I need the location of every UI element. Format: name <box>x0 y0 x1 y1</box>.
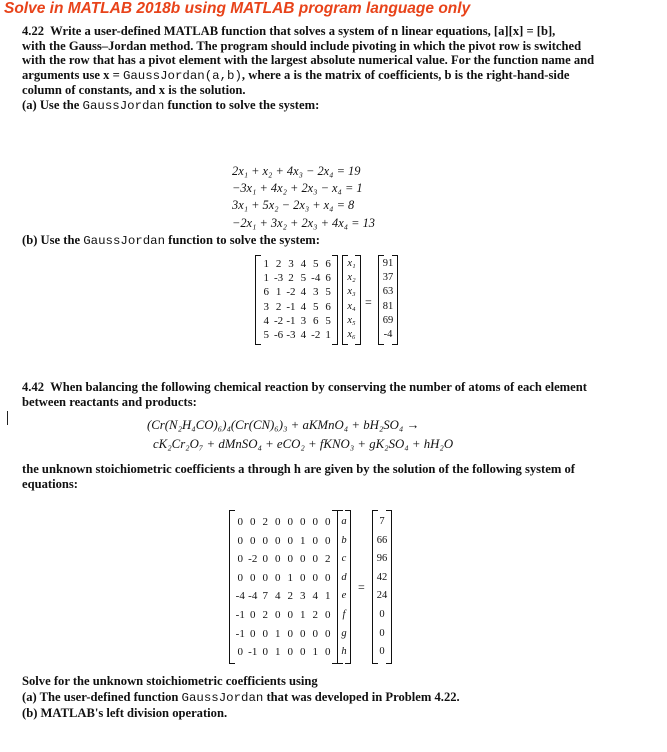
matrix-cell: 0 <box>275 534 281 547</box>
vector-cell: 81 <box>382 300 394 312</box>
vector-cell: 96 <box>376 553 388 565</box>
equals-sign: = <box>358 580 365 594</box>
matrix-cell: -4 <box>235 590 245 603</box>
matrix-cell: 4 <box>300 286 307 299</box>
function-name: GaussJordan <box>181 690 264 705</box>
matrix-cell: 4 <box>263 314 269 327</box>
matrix-cell: 0 <box>262 646 268 659</box>
matrix-cell: 3 <box>300 314 307 327</box>
matrix-cell: 1 <box>275 646 281 659</box>
matrix-cell: 4 <box>275 590 281 603</box>
matrix-cell: 2 <box>275 300 282 313</box>
matrix-cell: 0 <box>300 627 306 640</box>
vector-cell: 63 <box>382 286 394 298</box>
vector-cell: f <box>342 608 346 620</box>
matrix-cell: 6 <box>263 286 269 299</box>
matrix-cell: 0 <box>325 627 331 640</box>
vector-cell: h <box>341 646 347 658</box>
vector-cell: 37 <box>382 272 394 284</box>
matrix-cell: -1 <box>235 608 245 621</box>
equation: 2x₁ + x₂ + 4x₃ − 2x₄ = 19 <box>232 164 361 178</box>
vector-cell: x₄ <box>347 300 356 312</box>
function-name: GaussJordan <box>83 234 166 248</box>
matrix-row <box>260 314 335 328</box>
vector-cell: 91 <box>382 258 394 269</box>
matrix-cell: 0 <box>287 646 293 659</box>
matrix-cell: 5 <box>325 286 331 299</box>
vector-cell: 0 <box>379 627 385 639</box>
matrix-row <box>234 625 335 644</box>
line: arguments use x = <box>22 67 123 82</box>
coefficient-matrix-c <box>229 510 338 664</box>
matrix-cell: -2 <box>311 329 321 342</box>
function-name: GaussJordan(a,b) <box>122 68 242 83</box>
matrix-cell: -2 <box>274 314 284 327</box>
vector-cell: x₂ <box>347 272 356 284</box>
vector-cell: 69 <box>382 314 394 326</box>
vector-cell: e <box>341 590 347 602</box>
problem-4-42-text <box>22 380 587 409</box>
matrix-cell: 3 <box>300 590 306 603</box>
matrix-cell: 0 <box>262 627 268 640</box>
matrix-cell: 0 <box>237 534 243 547</box>
vector-cell: x₆ <box>347 329 356 341</box>
problem-number: 4.22 <box>22 24 45 38</box>
line: Write a user-defined MATLAB function that solves a system of n linear equations, [a][x] = [b], <box>50 24 556 38</box>
matrix-cell: 0 <box>287 553 293 566</box>
vector-cell: x₃ <box>347 286 356 298</box>
matrix-cell: 1 <box>300 608 306 621</box>
matrix-cell: 1 <box>263 258 269 270</box>
line: between reactants and products: <box>22 394 197 409</box>
vector-cell: -4 <box>383 329 393 341</box>
function-name: GaussJordan <box>82 98 165 113</box>
matrix-cell: 0 <box>250 571 256 584</box>
matrix-cell: 1 <box>275 286 282 299</box>
matrix-cell: 0 <box>250 516 256 528</box>
matrix-cell: 4 <box>300 258 307 270</box>
matrix-cell: 0 <box>325 646 331 659</box>
matrix-cell: -2 <box>248 553 258 566</box>
matrix-cell: 0 <box>237 646 243 659</box>
line: with the Gauss–Jordan method. The program should include pivoting in which the pivot row is switched <box>22 38 582 53</box>
matrix-row <box>260 271 335 285</box>
vector-cell: 66 <box>376 534 388 546</box>
matrix-row <box>260 257 335 271</box>
matrix-cell: 0 <box>275 608 281 621</box>
matrix-cell: 1 <box>325 590 331 603</box>
problem-number: 4.42 <box>22 380 45 394</box>
matrix-cell: 6 <box>325 258 331 270</box>
matrix-cell: 0 <box>300 553 306 566</box>
matrix-cell: 0 <box>275 571 281 584</box>
matrix-cell: 0 <box>262 571 268 584</box>
equation: 3x₁ + 5x₂ − 2x₃ + x₄ = 8 <box>232 198 355 213</box>
matrix-cell: 3 <box>313 286 319 299</box>
line: When balancing the following chemical reaction by conserving the number of atoms of each element <box>50 380 587 394</box>
matrix-cell: 6 <box>325 272 331 285</box>
equation: −2x₁ + 3x₂ + 2x₃ + 4x₄ = 13 <box>232 215 375 230</box>
matrix-cell: 2 <box>312 608 318 621</box>
matrix-cell: 1 <box>312 646 318 659</box>
matrix-cell: 3 <box>288 258 294 270</box>
matrix-cell: 3 <box>263 300 269 313</box>
vector-cell: b <box>341 534 347 546</box>
matrix-cell: -3 <box>274 272 284 285</box>
matrix-cell: 1 <box>263 272 269 285</box>
matrix-cell: 6 <box>313 314 319 327</box>
matrix-cell: 0 <box>312 627 318 640</box>
matrix-cell: 0 <box>262 553 268 566</box>
line: the unknown stoichiometric coefficients a through h are given by the solution of the following system of <box>22 462 575 476</box>
matrix-row <box>260 300 335 314</box>
matrix-cell: 2 <box>262 516 268 528</box>
matrix-cell: -3 <box>286 329 296 342</box>
vector-cell: a <box>341 516 347 527</box>
instruction-banner: Solve in MATLAB 2018b using MATLAB program language only <box>4 0 471 17</box>
matrix-cell: 0 <box>325 571 331 584</box>
line: Solve for the unknown stoichiometric coefficients using <box>22 674 318 688</box>
matrix-cell: 0 <box>312 571 318 584</box>
matrix-cell: 0 <box>237 571 243 584</box>
matrix-cell: 1 <box>300 534 306 547</box>
matrix-cell: 0 <box>300 646 306 659</box>
line: column of constants, and x is the solution. <box>22 83 246 97</box>
vector-cell: 7 <box>379 516 385 527</box>
matrix-cell: 0 <box>237 553 243 566</box>
matrix-cell: 0 <box>300 516 306 528</box>
matrix-cell: -2 <box>286 286 296 299</box>
matrix-cell: 2 <box>262 608 268 621</box>
matrix-cell: -4 <box>248 590 258 603</box>
vector-cell: x₁ <box>347 258 356 269</box>
matrix-cell: 1 <box>325 329 331 342</box>
matrix-row <box>234 513 335 532</box>
matrix-cell: 2 <box>275 258 282 270</box>
line: with the row that has a pivot element with the largest absolute numerical value. For the function name and <box>22 53 595 67</box>
unknowns-vector-c <box>337 510 351 664</box>
matrix-cell: 4 <box>312 590 318 603</box>
vector-cell: d <box>341 571 347 583</box>
matrix-cell: 0 <box>325 608 331 621</box>
matrix-cell: 6 <box>325 300 331 313</box>
matrix-cell: -1 <box>248 646 258 659</box>
matrix-cell: 0 <box>287 627 293 640</box>
problem-4-22-text <box>22 24 594 113</box>
matrix-cell: -4 <box>311 272 321 285</box>
vector-cell: x₅ <box>347 314 356 326</box>
matrix-row <box>260 328 335 342</box>
matrix-cell: 0 <box>312 516 318 528</box>
matrix-cell: 5 <box>263 329 269 342</box>
rhs-vector-c <box>372 510 392 664</box>
matrix-row <box>260 285 335 299</box>
unknowns-vector-b <box>342 255 361 345</box>
matrix-cell: 2 <box>287 590 293 603</box>
matrix-cell: 0 <box>275 553 281 566</box>
text-cursor <box>7 411 8 425</box>
vector-cell: c <box>341 553 347 565</box>
chemical-reaction <box>147 416 453 454</box>
matrix-cell: 0 <box>262 534 268 547</box>
matrix-row <box>234 643 335 662</box>
vector-cell: 0 <box>379 646 385 658</box>
part-b-text <box>22 233 320 249</box>
matrix-cell: 0 <box>237 516 243 528</box>
matrix-cell: 5 <box>313 300 319 313</box>
matrix-row <box>234 550 335 569</box>
matrix-cell: 0 <box>250 608 256 621</box>
reaction-line: (Cr(N₂H₄CO)₆)₄(Cr(CN)₆)₃ + aKMnO₄ + bH₂SO₄ → <box>147 418 420 432</box>
matrix-cell: 1 <box>275 627 281 640</box>
rhs-vector-b <box>378 255 398 345</box>
matrix-cell: 0 <box>287 516 293 528</box>
matrix-row <box>234 569 335 588</box>
matrix-cell: 4 <box>300 329 307 342</box>
part-b-label: (b) Use the <box>22 233 84 247</box>
matrix-cell: -1 <box>286 314 296 327</box>
matrix-cell: 0 <box>312 534 318 547</box>
matrix-cell: 5 <box>313 258 319 270</box>
solve-instructions <box>22 674 460 722</box>
line: equations: <box>22 476 78 491</box>
matrix-row <box>234 587 335 606</box>
part-a-label: (a) The user-defined function <box>22 689 182 704</box>
matrix-cell: 7 <box>262 590 268 603</box>
vector-cell: 0 <box>379 608 385 620</box>
line: that was developed in Problem 4.22. <box>263 689 460 704</box>
matrix-cell: 0 <box>275 516 281 528</box>
matrix-cell: 0 <box>250 534 256 547</box>
matrix-cell: 0 <box>300 571 306 584</box>
coefficient-matrix-b <box>255 255 338 345</box>
matrix-cell: 0 <box>287 534 293 547</box>
equals-sign: = <box>365 295 372 309</box>
matrix-cell: 5 <box>325 314 331 327</box>
matrix-cell: 2 <box>325 553 331 566</box>
matrix-cell: 0 <box>325 534 331 547</box>
matrix-row <box>234 606 335 625</box>
reaction-line: cK₂Cr₂O₇ + dMnSO₄ + eCO₂ + fKNO₃ + gK₂SO₄ + hH₂O <box>153 437 454 451</box>
matrix-cell: -6 <box>274 329 284 342</box>
matrix-cell: 5 <box>300 272 307 285</box>
matrix-cell: 0 <box>250 627 256 640</box>
vector-cell: 42 <box>376 571 388 583</box>
vector-cell: g <box>341 627 347 639</box>
line: , where a is the matrix of coefficients, b is the right-hand-side <box>241 67 570 82</box>
matrix-cell: -1 <box>235 627 245 640</box>
matrix-cell: 0 <box>312 553 318 566</box>
matrix-cell: 4 <box>300 300 307 313</box>
matrix-row <box>234 532 335 551</box>
part-b-rest: function to solve the system: <box>165 233 320 247</box>
part-a-text: function to solve the system: <box>164 97 320 112</box>
matrix-cell: 0 <box>287 608 293 621</box>
part-a-label: (a) Use the <box>22 97 83 112</box>
matrix-cell: 0 <box>325 516 331 528</box>
matrix-cell: 2 <box>288 272 294 285</box>
linear-system <box>232 163 375 232</box>
vector-cell: 24 <box>376 590 388 602</box>
matrix-cell: 1 <box>287 571 293 584</box>
problem-4-42-intro <box>22 462 575 491</box>
line: (b) MATLAB's left division operation. <box>22 706 228 720</box>
equation: −3x₁ + 4x₂ + 2x₃ − x₄ = 1 <box>232 181 363 196</box>
matrix-cell: -1 <box>286 300 296 313</box>
